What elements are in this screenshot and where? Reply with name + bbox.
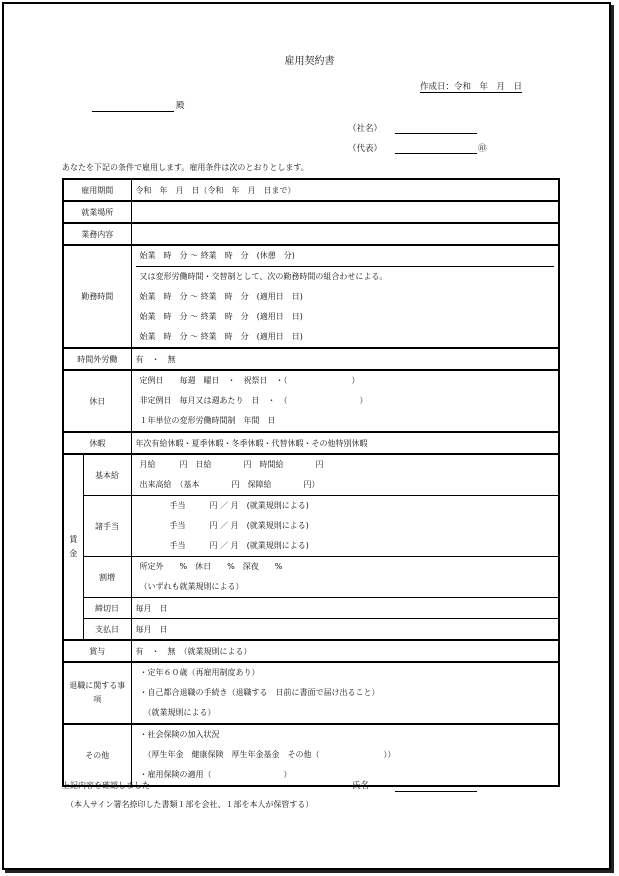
contract-table bbox=[62, 178, 560, 787]
retire-label bbox=[63, 662, 131, 724]
place-value[interactable] bbox=[131, 201, 559, 223]
intro-text: あなたを下記の条件で雇用します。雇用条件は次のとおりとします。 bbox=[62, 163, 309, 172]
leave-value[interactable]: 年次有給休暇・夏季休暇・冬季休暇・代替休暇・その他特別休暇 bbox=[131, 432, 559, 454]
hours-label: 勤務時間 bbox=[63, 245, 131, 348]
other-line: ・雇用保険の適用（ ） bbox=[139, 770, 292, 779]
holiday-line: 定例日 毎週 曜日 ・ 祝祭日 ・（ ） bbox=[139, 376, 360, 385]
allow-line: 手当 円 ／ 月 (就業規則による) bbox=[169, 541, 309, 550]
overtime-label: 時間外労働 bbox=[63, 348, 131, 370]
premium-label: 割増 bbox=[83, 557, 131, 598]
period-label: 雇用期間 bbox=[63, 179, 131, 201]
company-label: （社名） bbox=[348, 124, 383, 134]
premium-line: 所定外 % 休日 % 深夜 % bbox=[139, 562, 283, 571]
hours-line: 始業 時 分 ～ 終業 時 分 (休憩 分) bbox=[136, 246, 555, 267]
allow-label: 諸手当 bbox=[83, 496, 131, 557]
other-line: ・社会保険の加入状況 bbox=[139, 730, 220, 739]
rep-blank[interactable] bbox=[395, 142, 477, 154]
wage-label-2: 金 bbox=[69, 549, 78, 558]
doc-title: 雇用契約書 bbox=[284, 56, 335, 67]
bonus-label: 賞与 bbox=[63, 640, 131, 662]
addressee-blank[interactable] bbox=[92, 100, 174, 112]
holiday-label: 休日 bbox=[63, 370, 131, 432]
rep-label: （代表） bbox=[348, 144, 383, 154]
premium-line: （いずれも就業規則による） bbox=[139, 582, 244, 591]
name-blank[interactable] bbox=[395, 780, 477, 792]
hours-line: 始業 時 分 ～ 終業 時 分 (適用日 日) bbox=[139, 312, 303, 321]
holiday-line: 非定例日 毎月又は週あたり 日 ・ （ ） bbox=[139, 396, 368, 405]
base-line: 出来高給 （基本 円 保障給 円） bbox=[139, 480, 320, 489]
closing-label: 締切日 bbox=[83, 598, 131, 619]
duty-label: 業務内容 bbox=[63, 223, 131, 245]
allow-line: 手当 円 ／ 月 (就業規則による) bbox=[169, 521, 309, 530]
retire-line: （就業規則による） bbox=[143, 708, 216, 717]
retire-label-1: 退職に関する事 bbox=[69, 681, 126, 690]
payday-value[interactable]: 毎月 日 bbox=[131, 619, 559, 641]
hours-line: 又は変形労働時間・交替制として、次の勤務時間の組合わせによる。 bbox=[139, 272, 388, 281]
retire-line: ・定年６０歳（再雇用制度あり） bbox=[139, 668, 260, 677]
other-label: その他 bbox=[63, 724, 131, 786]
period-value[interactable]: 令和 年 月 日（令和 年 月 日まで） bbox=[131, 179, 559, 201]
holiday-value[interactable] bbox=[131, 370, 559, 432]
premium-value[interactable] bbox=[131, 557, 559, 598]
overtime-value[interactable]: 有 ・ 無 bbox=[131, 348, 559, 370]
place-label: 就業場所 bbox=[63, 201, 131, 223]
hours-line: 始業 時 分 ～ 終業 時 分 (適用日 日) bbox=[139, 332, 303, 341]
addressee-suffix: 殿 bbox=[176, 101, 185, 111]
footer-note: （本人サイン署名捺印した書類１部を会社、１部を本人が保管する） bbox=[66, 800, 314, 809]
payday-label: 支払日 bbox=[83, 619, 131, 641]
hours-value[interactable] bbox=[131, 245, 559, 348]
leave-label: 休暇 bbox=[63, 432, 131, 454]
confirm-text: 上記内容を確認しました bbox=[62, 781, 150, 790]
company-blank[interactable] bbox=[395, 122, 477, 134]
retire-value[interactable] bbox=[131, 662, 559, 724]
closing-value[interactable]: 毎月 日 bbox=[131, 598, 559, 619]
date-line: 作成日：令和 年 月 日 bbox=[420, 82, 523, 92]
other-line: （厚生年金 健康保険 厚生年金基金 その他（ ）） bbox=[143, 750, 396, 759]
wage-label-1: 賃 bbox=[69, 535, 78, 544]
bonus-value[interactable]: 有 ・ 無 （就業規則による） bbox=[131, 640, 559, 662]
wage-label bbox=[63, 454, 83, 640]
base-label: 基本給 bbox=[83, 454, 131, 496]
base-line: 月給 円 日給 円 時間給 円 bbox=[139, 460, 324, 469]
hours-line: 始業 時 分 ～ 終業 時 分 (適用日 日) bbox=[139, 292, 303, 301]
base-value[interactable] bbox=[131, 454, 559, 496]
retire-line: ・自己都合退職の手続き（退職する 日前に書面で届け出ること） bbox=[139, 688, 380, 697]
name-label: 氏名 bbox=[352, 781, 370, 791]
allow-value[interactable] bbox=[131, 496, 559, 557]
other-value[interactable] bbox=[131, 724, 559, 786]
seal-mark: ㊞ bbox=[478, 144, 487, 154]
duty-value[interactable] bbox=[131, 223, 559, 245]
holiday-line: １年単位の変形労働時間制 年間 日 bbox=[139, 416, 276, 425]
retire-label-2: 項 bbox=[93, 695, 102, 704]
allow-line: 手当 円 ／ 月 (就業規則による) bbox=[169, 501, 309, 510]
